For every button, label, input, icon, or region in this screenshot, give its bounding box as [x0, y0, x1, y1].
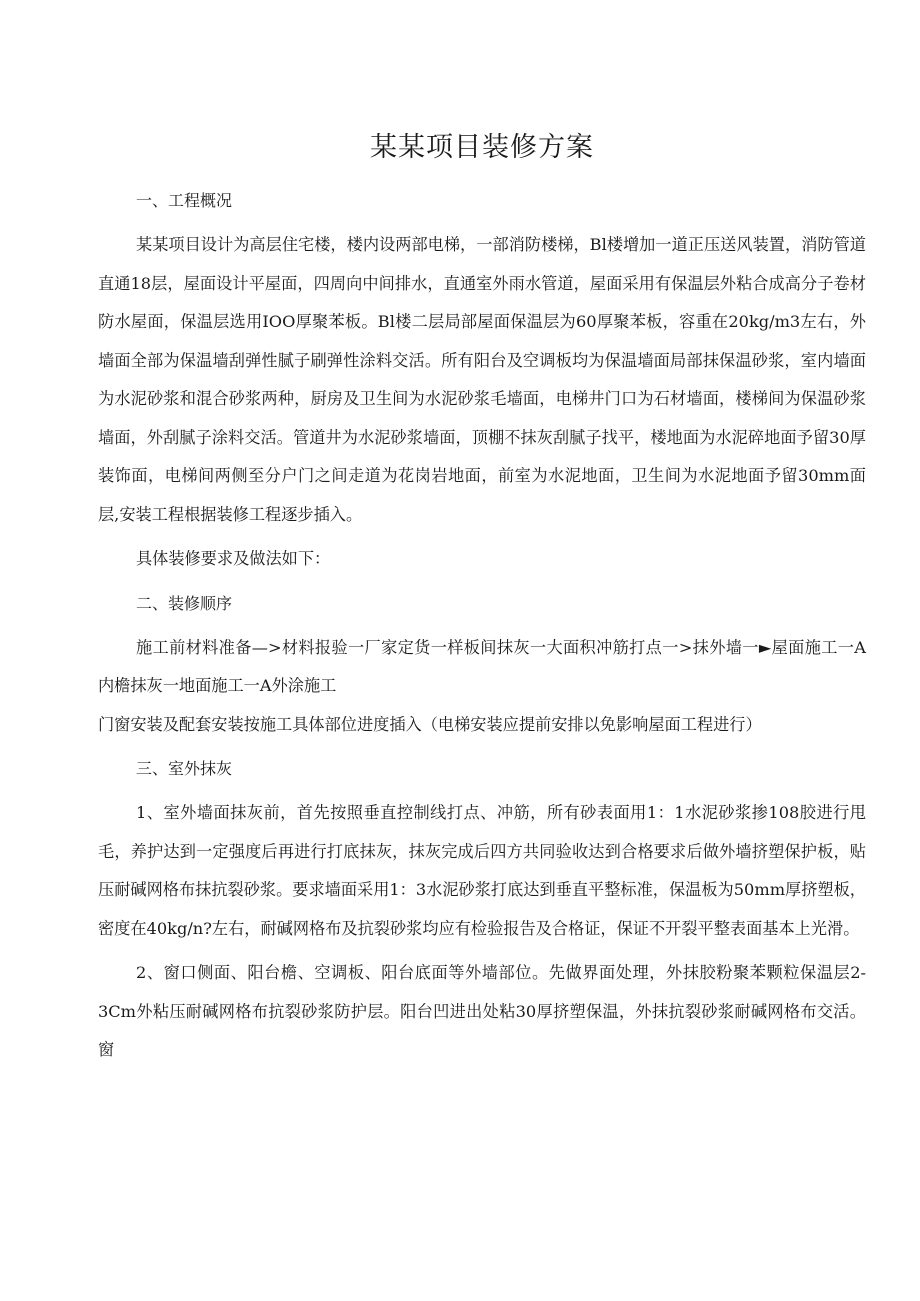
section-heading-overview: 一、工程概况	[136, 191, 233, 210]
paragraph-requirements-intro: 具体装修要求及做法如下：	[136, 549, 331, 568]
section-heading-sequence: 二、装修顺序	[136, 593, 233, 613]
paragraph-overview: 某某项目设计为高层住宅楼，楼内设两部电梯，一部消防楼梯，Bl楼增加一道正压送风装置，消防管道直通18层，屋面设计平屋面，四周向中间排水，直通室外雨水管道，屋面采用有保温层外粘合成高分子卷材防水屋面，保温层选用IOO厚聚苯板。Bl楼二层局部屋面保温层为60厚聚苯板，容重在20kg∕m3左右，外墙面全部为保温墙刮弹性腻子刷弹性涂料交活。所有阳台及空调板均为保温墙面局部抹保温砂浆，室内墙面为水泥砂浆和混合砂浆两种，厨房及卫生间为水泥砂浆毛墙面，电梯井门口为石材墙面，楼梯间为保温砂浆墙面，外刮腻子涂料交活。管道井为水泥砂浆墙面，顶棚不抹灰刮腻子找平，楼地面为水泥碎地面予留30厚装饰面，电梯间两侧至分户门之间走道为花岗岩地面，前室为水泥地面，卫生间为水泥地面予留30mm面层,安装工程根据装修工程逐步插入。	[98, 235, 866, 524]
paragraph-installation-note: 门窗安装及配套安装按施工具体部位进度插入（电梯安装应提前安排以免影响屋面工程进行）	[98, 714, 762, 734]
paragraph-exterior-item-1: 1、室外墙面抹灰前，首先按照垂直控制线打点、冲筋，所有砂表面用1：1水泥砂浆掺108胶进行甩毛，养护达到一定强度后再进行打底抹灰，抹灰完成后四方共同验收达到合格要求后做外墙挤塑保护板，贴压耐碱网格布抹抗裂砂浆。要求墙面采用1：3水泥砂浆打底达到垂直平整标准，保温板为50mm厚挤塑板，密度在40kg∕n?左右，耐碱网格布及抗裂砂浆均应有检验报告及合格证，保证不开裂平整表面基本上光滑。	[98, 803, 866, 938]
paragraph-sequence: 施工前材料准备—>材料报验一厂家定货一样板间抹灰一大面积冲筋打点一>抹外墙一►屋面施工一A内檐抹灰一地面施工一A外涂施工	[98, 637, 866, 695]
document-title: 某某项目装修方案	[370, 132, 594, 163]
section-heading-exterior-plaster: 三、室外抹灰	[136, 759, 233, 778]
paragraph-exterior-item-2: 2、窗口侧面、阳台檐、空调板、阳台底面等外墙部位。先做界面处理，外抹胶粉聚苯颗粒保温层2-3Cm外粘压耐碱网格布抗裂砂浆防护层。阳台凹进出处粘30厚挤塑保温，外抹抗裂砂浆耐碱网格布交活。窗	[98, 963, 866, 1059]
